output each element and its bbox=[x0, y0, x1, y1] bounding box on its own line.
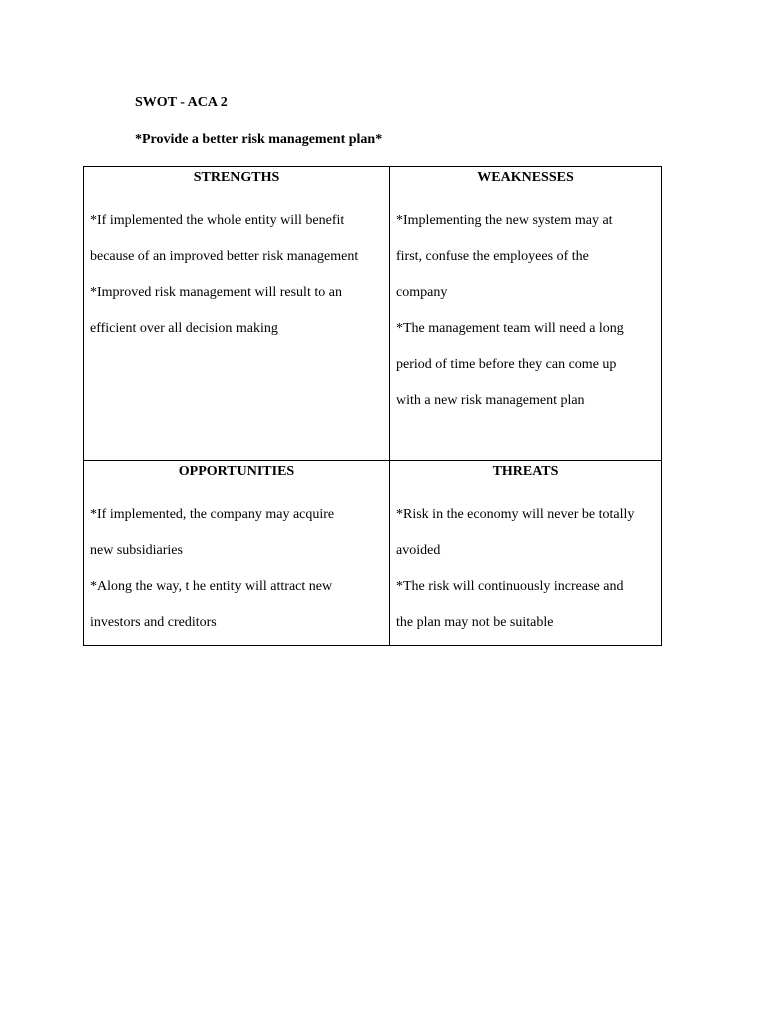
opportunities-line: *Along the way, t he entity will attract new bbox=[90, 579, 333, 594]
strengths-line: because of an improved better risk management bbox=[90, 249, 359, 264]
swot-table bbox=[83, 166, 662, 646]
strengths-quadrant bbox=[84, 167, 390, 461]
weaknesses-line: company bbox=[396, 285, 448, 300]
opportunities-line: new subsidiaries bbox=[90, 543, 183, 558]
document-subtitle: *Provide a better risk management plan* bbox=[135, 132, 383, 147]
opportunities-heading: OPPORTUNITIES bbox=[178, 464, 295, 479]
strengths-heading: STRENGTHS bbox=[193, 170, 280, 185]
threats-line: *Risk in the economy will never be totally bbox=[396, 507, 635, 522]
weaknesses-line: *Implementing the new system may at bbox=[396, 213, 613, 228]
weaknesses-line: period of time before they can come up bbox=[396, 357, 617, 372]
opportunities-line: investors and creditors bbox=[90, 615, 217, 630]
strengths-line: *Improved risk management will result to an bbox=[90, 285, 342, 300]
weaknesses-heading: WEAKNESSES bbox=[477, 170, 574, 185]
strengths-body bbox=[90, 203, 385, 347]
weaknesses-body bbox=[396, 203, 657, 419]
threats-line: *The risk will continuously increase and bbox=[396, 579, 624, 594]
opportunities-line: *If implemented, the company may acquire bbox=[90, 507, 335, 522]
strengths-line: efficient over all decision making bbox=[90, 321, 278, 336]
weaknesses-line: first, confuse the employees of the bbox=[396, 249, 589, 264]
threats-body bbox=[396, 497, 657, 641]
document-title: SWOT - ACA 2 bbox=[135, 95, 228, 110]
opportunities-quadrant bbox=[84, 461, 390, 645]
weaknesses-line: *The management team will need a long bbox=[396, 321, 624, 336]
threats-line: avoided bbox=[396, 543, 441, 558]
opportunities-body bbox=[90, 497, 385, 641]
threats-heading: THREATS bbox=[492, 464, 559, 479]
weaknesses-line: with a new risk management plan bbox=[396, 393, 585, 408]
weaknesses-quadrant bbox=[390, 167, 661, 461]
strengths-line: *If implemented the whole entity will benefit bbox=[90, 213, 345, 228]
threats-line: the plan may not be suitable bbox=[396, 615, 554, 630]
threats-quadrant bbox=[390, 461, 661, 645]
